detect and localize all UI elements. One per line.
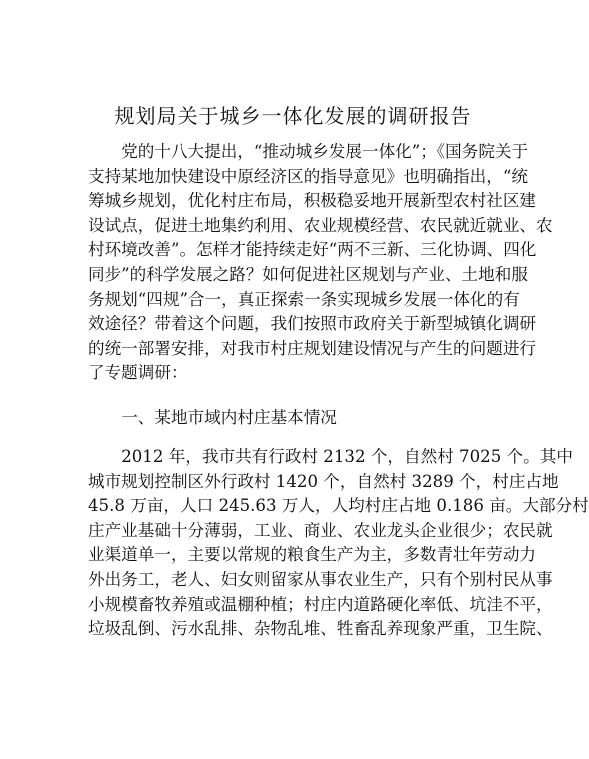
- paragraph-line: 支持某地加快建设中原经济区的指导意见》也明确指出，“统: [88, 166, 528, 186]
- paragraph-line: 村环境改善”。怎样才能持续走好“两不三新、三化协调、四化: [88, 240, 537, 260]
- paragraph-line: 筹城乡规划，优化村庄布局，积极稳妥地开展新型农村社区建: [88, 191, 537, 211]
- paragraph-line: 的统一部署安排，对我市村庄规划建设情况与产生的问题进行: [88, 338, 537, 358]
- paragraph-line: 45.8 万亩，人口 245.63 万人，人均村庄占地 0.186 亩。大部分村: [88, 496, 589, 516]
- paragraph-line: 庄产业基础十分薄弱，工业、商业、农业龙头企业很少；农民就: [88, 520, 553, 540]
- paragraph-line: 了专题调研：: [88, 363, 188, 383]
- paragraph-line: 同步”的科学发展之路？如何促进社区规划与产业、土地和服: [88, 264, 528, 284]
- paragraph-line: 务规划“四规”合一，真正探索一条实现城乡发展一体化的有: [88, 289, 520, 309]
- paragraph-line: 设试点，促进土地集约利用、农业规模经营、农民就近就业、农: [88, 215, 553, 235]
- document-title: 规划局关于城乡一体化发展的调研报告: [114, 104, 472, 128]
- paragraph-village-overview: [88, 445, 589, 642]
- paragraph-intro: [88, 140, 553, 386]
- paragraph-line: 2012 年，我市共有行政村 2132 个，自然村 7025 个。其中: [121, 447, 573, 466]
- paragraph-line: 城市规划控制区外行政村 1420 个，自然村 3289 个，村庄占地: [88, 471, 559, 491]
- paragraph-line: 小规模畜牧养殖或温棚种植；村庄内道路硬化率低、坑洼不平，: [88, 594, 553, 614]
- paragraph-line: 业渠道单一，主要以常规的粮食生产为主，多数青壮年劳动力: [88, 545, 537, 565]
- paragraph-line: 党的十八大提出，“推动城乡发展一体化”；《国务院关于: [121, 142, 529, 161]
- paragraph-line: 垃圾乱倒、污水乱排、杂物乱堆、牲畜乱养现象严重，卫生院、: [88, 619, 553, 639]
- paragraph-line: 外出务工，老人、妇女则留家从事农业生产，只有个别村民从事: [88, 569, 553, 589]
- section-heading: 一、某地市域内村庄基本情况: [121, 408, 337, 427]
- paragraph-line: 效途径？带着这个问题，我们按照市政府关于新型城镇化调研: [88, 314, 537, 334]
